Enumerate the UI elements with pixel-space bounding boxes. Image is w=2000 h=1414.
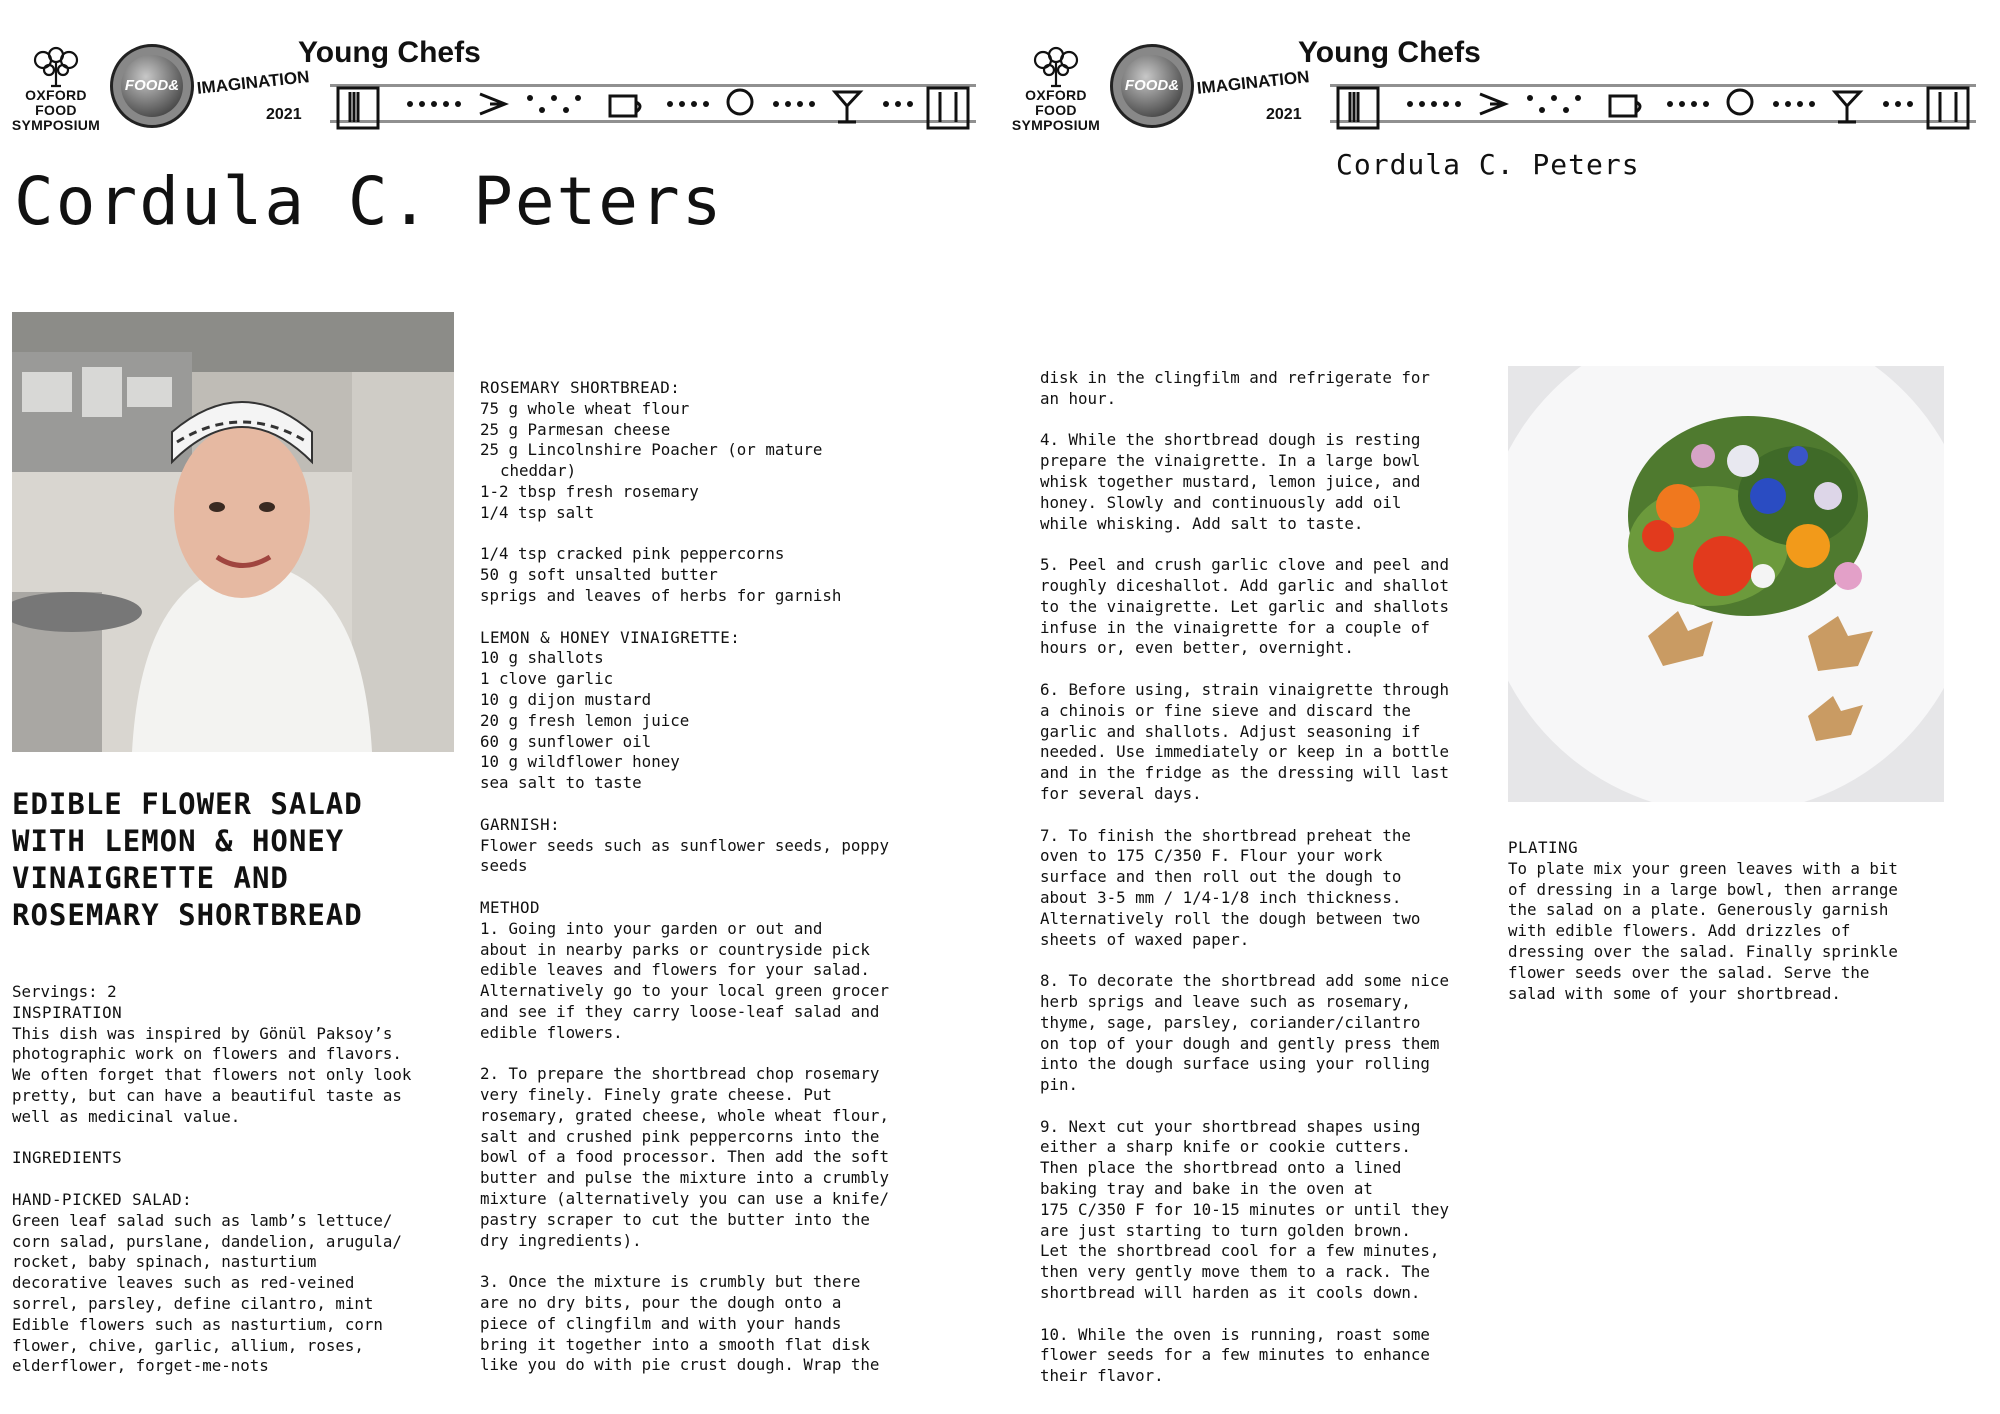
text-line: pretty, but can have a beautiful taste as: [12, 1085, 402, 1105]
seal-text: FOOD&: [1124, 77, 1180, 94]
text-line: [1040, 1096, 1500, 1117]
text-line: Alternatively roll the dough between two: [1040, 908, 1421, 928]
text-line: 7. To finish the shortbread preheat the: [1040, 825, 1411, 845]
text-line: decorative leaves such as red-veined: [12, 1273, 355, 1293]
chef-name-subheading: Cordula C. Peters: [1336, 148, 1640, 181]
text-line: cheddar): [500, 461, 577, 481]
chef-name-heading: Cordula C. Peters: [14, 163, 724, 240]
text-line: roughly diceshallot. Add garlic and shallot: [1040, 575, 1449, 595]
text-line: a chinois or fine sieve and discard the: [1040, 700, 1411, 720]
method-column: [1040, 368, 1500, 1387]
text-line: bring it together into a smooth flat disk: [480, 1334, 870, 1354]
header-banner: [10, 36, 970, 140]
text-line: [1040, 1304, 1500, 1325]
vinaigrette-ingredients: [480, 648, 950, 794]
plating-text: [1508, 859, 1948, 1005]
text-line: salad with some of your shortbread.: [1508, 983, 1841, 1003]
text-line: 3. Once the mixture is crumbly but there: [480, 1272, 861, 1292]
text-line: surface and then roll out the dough to: [1040, 867, 1402, 887]
text-line: infuse in the vinaigrette for a couple of: [1040, 617, 1430, 637]
text-line: about in nearby parks or countryside pick: [480, 939, 870, 959]
text-line: 1/4 tsp cracked pink peppercorns: [480, 544, 785, 564]
text-line: 1-2 tbsp fresh rosemary: [480, 481, 699, 501]
text-line: 10 g wildflower honey: [480, 752, 680, 772]
text-line: 6. Before using, strain vinaigrette through: [1040, 679, 1449, 699]
text-line: piece of clingfilm and with your hands: [480, 1313, 842, 1333]
text-line: of dressing in a large bowl, then arrange: [1508, 879, 1898, 899]
ingredients-column: [480, 378, 950, 1376]
decorative-utensil-strip: [1330, 74, 1976, 134]
ofs-line1: OXFORD FOOD: [25, 87, 87, 118]
text-line: 8. To decorate the shortbread add some nice: [1040, 971, 1449, 991]
text-line: Green leaf salad such as lamb’s lettuce/: [12, 1210, 393, 1230]
text-line: edible flowers.: [480, 1022, 623, 1042]
text-line: very finely. Finely grate cheese. Put: [480, 1085, 832, 1105]
ofs-line2: SYMPOSIUM: [1011, 117, 1101, 133]
method-heading: METHOD: [480, 897, 541, 917]
text-line: hours or, even better, overnight.: [1040, 638, 1354, 658]
text-line: This dish was inspired by Gönül Paksoy’s: [12, 1023, 393, 1043]
text-line: flower seeds over the salad. Serve the: [1508, 962, 1870, 982]
text-line: on top of your dough and gently press them: [1040, 1033, 1440, 1053]
text-line: 60 g sunflower oil: [480, 731, 652, 751]
text-line: the salad on a plate. Generously garnish: [1508, 900, 1889, 920]
text-line: like you do with pie crust dough. Wrap the: [480, 1355, 880, 1375]
tree-icon: [21, 46, 91, 88]
imagination-label: IMAGINATION: [195, 67, 311, 98]
text-line: 10 g shallots: [480, 648, 604, 668]
plating-heading: PLATING: [1508, 838, 1579, 857]
young-chefs-label: Young Chefs: [298, 36, 481, 69]
text-line: bowl of a food processor. Then add the soft: [480, 1147, 889, 1167]
text-line: disk in the clingfilm and refrigerate for: [1040, 368, 1430, 387]
text-line: pastry scraper to cut the butter into the: [480, 1209, 870, 1229]
text-line: for several days.: [1040, 783, 1202, 803]
text-line: 50 g soft unsalted butter: [480, 565, 718, 585]
ofs-line2: SYMPOSIUM: [11, 117, 101, 133]
text-line: 5. Peel and crush garlic clove and peel and: [1040, 555, 1449, 575]
text-line: [1040, 805, 1500, 826]
text-line: into the dough surface using your rolling: [1040, 1054, 1430, 1074]
text-line: 75 g whole wheat flour: [480, 398, 690, 418]
text-line: 1. Going into your garden or out and: [480, 918, 823, 938]
text-line: Edible flowers such as nasturtium, corn: [12, 1314, 383, 1334]
text-line: whisk together mustard, lemon juice, and: [1040, 471, 1421, 491]
text-line: 25 g Lincolnshire Poacher (or mature: [480, 440, 823, 460]
text-line: dry ingredients).: [480, 1230, 642, 1250]
ingredients-heading: INGREDIENTS: [12, 1148, 123, 1168]
vinaigrette-heading: LEMON & HONEY VINAIGRETTE:: [480, 627, 741, 647]
text-line: Alternatively go to your local green grocer: [480, 981, 889, 1001]
text-line: rosemary, grated cheese, whole wheat flour,: [480, 1105, 889, 1125]
text-line: dressing over the salad. Finally sprinkle: [1508, 941, 1898, 961]
text-line: 2. To prepare the shortbread chop rosemary: [480, 1064, 880, 1084]
text-line: 20 g fresh lemon juice: [480, 710, 690, 730]
food-imagination-seal: [1110, 44, 1194, 128]
text-line: baking tray and bake in the oven at: [1040, 1179, 1373, 1199]
text-line: 25 g Parmesan cheese: [480, 419, 671, 439]
text-line: 1 clove garlic: [480, 669, 614, 689]
servings: Servings: 2: [12, 982, 117, 1001]
text-line: and see if they carry loose-leaf salad and: [480, 1001, 880, 1021]
oxford-food-symposium-logo: [10, 46, 102, 133]
text-line: 9. Next cut your shortbread shapes using: [1040, 1116, 1421, 1136]
garnish-ingredients: [480, 836, 950, 878]
year-label: 2021: [266, 106, 302, 123]
recipe-title: EDIBLE FLOWER SALAD WITH LEMON & HONEY VINAIGRETTE AND ROSEMARY SHORTBREAD: [12, 787, 363, 932]
text-line: We often forget that flowers not only look: [12, 1065, 412, 1085]
text-line: [1040, 659, 1500, 680]
text-line: [1040, 950, 1500, 971]
text-line: Flower seeds such as sunflower seeds, poppy: [480, 835, 889, 855]
text-line: salt and crushed pink peppercorns into the: [480, 1126, 880, 1146]
year-label: 2021: [1266, 106, 1302, 123]
method-steps-3-10: [1040, 368, 1500, 1387]
text-line: and in the fridge as the dressing will last: [1040, 763, 1449, 783]
decorative-utensil-strip: [330, 74, 976, 134]
young-chefs-label: Young Chefs: [1298, 36, 1481, 69]
text-line: Then place the shortbread onto a lined: [1040, 1158, 1402, 1178]
inspiration-heading: INSPIRATION: [12, 1002, 123, 1022]
text-line: sorrel, parsley, define cilantro, mint: [12, 1293, 374, 1313]
text-line: 1/4 tsp salt: [480, 502, 595, 522]
text-line: their flavor.: [1040, 1366, 1164, 1386]
imagination-label: IMAGINATION: [1195, 67, 1311, 98]
shortbread-ingredients: [480, 399, 950, 607]
text-line: herb sprigs and leave such as rosemary,: [1040, 991, 1411, 1011]
text-line: garlic and shallots. Adjust seasoning if: [1040, 721, 1421, 741]
text-line: photographic work on flowers and flavors.: [12, 1044, 402, 1064]
text-line: to the vinaigrette. Let garlic and shallots: [1040, 596, 1449, 616]
text-line: while whisking. Add salt to taste.: [1040, 513, 1364, 533]
text-line: sheets of waxed paper.: [1040, 929, 1250, 949]
text-line: To plate mix your green leaves with a bit: [1508, 858, 1898, 878]
text-line: with edible flowers. Add drizzles of: [1508, 921, 1851, 941]
chef-portrait-photo: [12, 312, 454, 752]
text-line: well as medicinal value.: [12, 1106, 241, 1126]
salad-ingredients: [12, 1211, 452, 1377]
right-page: [1000, 0, 2000, 1414]
text-line: elderflower, forget-me-nots: [12, 1356, 269, 1376]
text-line: are just starting to turn golden brown.: [1040, 1220, 1411, 1240]
text-line: 175 C/350 F for 10-15 minutes or until they: [1040, 1199, 1449, 1219]
text-line: [1040, 534, 1500, 555]
tree-icon: [1021, 46, 1091, 88]
text-line: sprigs and leaves of herbs for garnish: [480, 585, 842, 605]
food-imagination-seal: [110, 44, 194, 128]
method-steps-1-3: [480, 919, 950, 1377]
shortbread-heading: ROSEMARY SHORTBREAD:: [480, 378, 681, 397]
text-line: either a sharp knife or cookie cutters.: [1040, 1137, 1411, 1157]
salad-heading: HAND-PICKED SALAD:: [12, 1189, 193, 1209]
intro-column: [12, 982, 452, 1377]
text-line: shortbread will harden as it cools down.: [1040, 1283, 1421, 1303]
text-line: oven to 175 C/350 F. Flour your work: [1040, 846, 1383, 866]
text-line: sea salt to taste: [480, 773, 642, 793]
text-line: rocket, baby spinach, nasturtium: [12, 1252, 317, 1272]
seal-text: FOOD&: [124, 77, 180, 94]
text-line: mixture (alternatively you can use a knife/: [480, 1189, 889, 1209]
text-line: then very gently move them to a rack. The: [1040, 1262, 1430, 1282]
text-line: prepare the vinaigrette. In a large bowl: [1040, 451, 1421, 471]
plating-column: [1508, 838, 1948, 1004]
text-line: 10. While the oven is running, roast some: [1040, 1324, 1430, 1344]
header-banner: [1010, 36, 1970, 140]
text-line: 10 g dijon mustard: [480, 689, 652, 709]
text-line: pin.: [1040, 1075, 1079, 1095]
garnish-heading: GARNISH:: [480, 814, 561, 834]
text-line: seeds: [480, 856, 528, 876]
text-line: butter and pulse the mixture into a crumbly: [480, 1168, 889, 1188]
ofs-line1: OXFORD FOOD: [1025, 87, 1087, 118]
text-line: are no dry bits, pour the dough onto a: [480, 1293, 842, 1313]
text-line: flower seeds for a few minutes to enhance: [1040, 1345, 1430, 1365]
text-line: [480, 1044, 950, 1065]
text-line: an hour.: [1040, 388, 1117, 408]
text-line: Let the shortbread cool for a few minutes,: [1040, 1241, 1440, 1261]
text-line: corn salad, purslane, dandelion, arugula/: [12, 1231, 402, 1251]
plated-salad-photo: [1508, 366, 1944, 802]
text-line: honey. Slowly and continuously add oil: [1040, 492, 1402, 512]
text-line: 4. While the shortbread dough is resting: [1040, 430, 1421, 450]
text-line: [1040, 410, 1500, 431]
text-line: [480, 1251, 950, 1272]
oxford-food-symposium-logo: [1010, 46, 1102, 133]
text-line: thyme, sage, parsley, coriander/cilantro: [1040, 1012, 1421, 1032]
text-line: edible leaves and flowers for your salad.: [480, 960, 870, 980]
inspiration-text: [12, 1024, 452, 1128]
text-line: flower, chive, garlic, allium, roses,: [12, 1335, 364, 1355]
text-line: about 3-5 mm / 1/4-1/8 inch thickness.: [1040, 887, 1402, 907]
text-line: [480, 524, 950, 545]
text-line: needed. Use immediately or keep in a bottle: [1040, 742, 1449, 762]
